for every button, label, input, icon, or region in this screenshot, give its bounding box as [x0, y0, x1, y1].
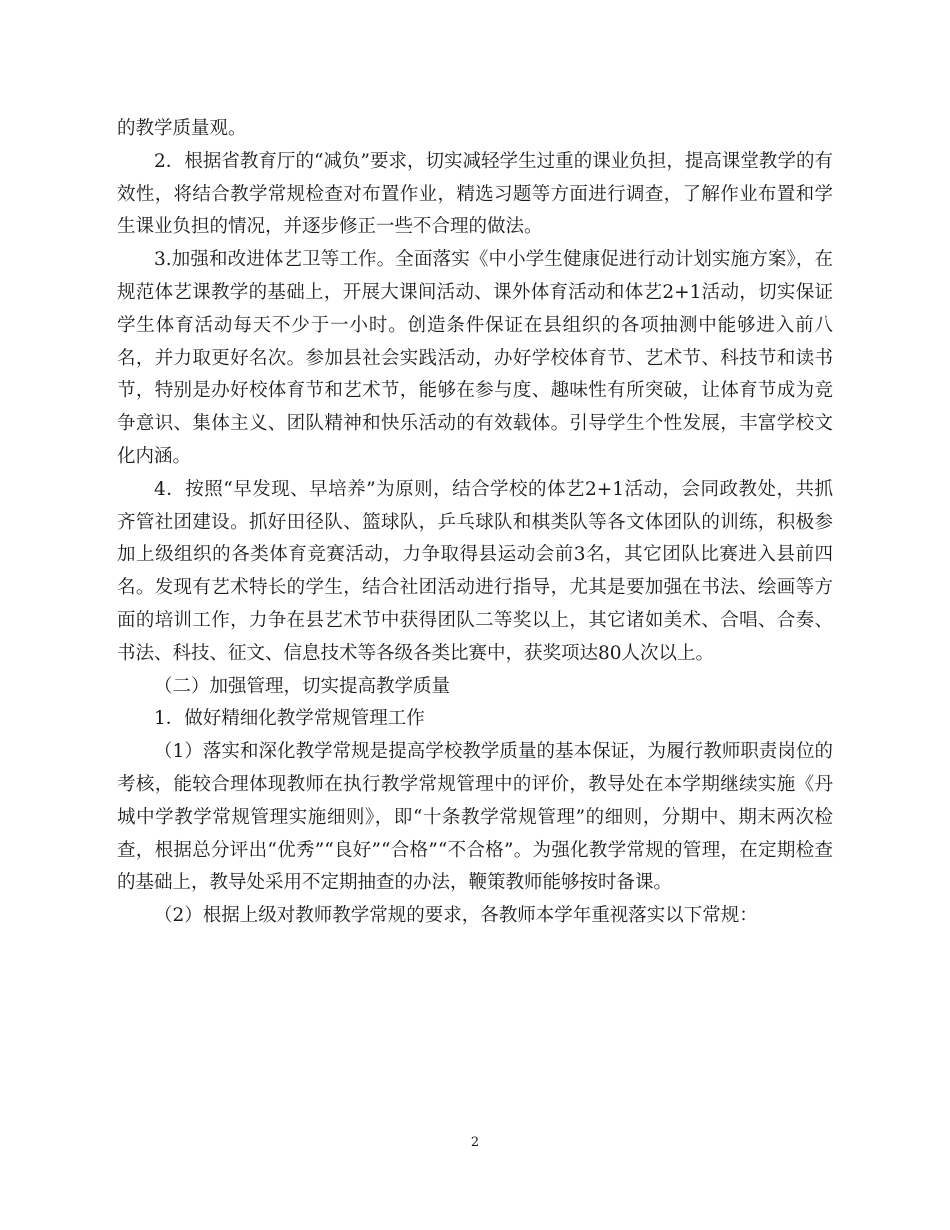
- paragraph-7: （1）落实和深化教学常规是提高学校教学质量的基本保证，为履行教师职责岗位的考核，能较合理体现教师在执行教学常规管理中的评价，教导处在本学期继续实施《丹城中学教学常规管理实施细则》，即“十条教学常规管理”的细则，分期中、期末两次检查，根据总分评出“优秀”“良好”“合格”“不合格”。为强化教学常规的管理，在定期检查的基础上，教导处采用不定期抽查的办法，鞭策教师能够按时备课。: [117, 741, 833, 894]
- page-number: 2: [470, 1135, 480, 1150]
- paragraph-8: （2）根据上级对教师教学常规的要求，各教师本学年重视落实以下常规：: [154, 905, 758, 927]
- section-heading: （二）加强管理，切实提高教学质量: [154, 675, 451, 697]
- subsection-heading: 1．做好精细化教学常规管理工作: [154, 708, 425, 730]
- paragraph-4: 4．按照“早发现、早培养”为原则，结合学校的体艺2+1活动，会同政教处，共抓齐管社团建设。抓好田径队、篮球队，乒乓球队和棋类队等各文体团队的训练，积极参加上级组织的各类体育竞赛活动，力争取得县运动会前3名，其它团队比赛进入县前四名。发现有艺术特长的学生，结合社团活动进行指导，尤其是要加强在书法、绘画等方面的培训工作，力争在县艺术节中获得团队二等奖以上，其它诸如美术、合唱、合奏、书法、科技、征文、信息技术等各级各类比赛中，获奖项达80人次以上。: [117, 478, 833, 664]
- document-body: [117, 113, 833, 933]
- paragraph-3: 3.加强和改进体艺卫等工作。全面落实《中小学生健康促进行动计划实施方案》，在规范体艺课教学的基础上，开展大课间活动、课外体育活动和体艺2+1活动，切实保证学生体育活动每天不少于一小时。创造条件保证在县组织的各项抽测中能够进入前八名，并力取更好名次。参加县社会实践活动，办好学校体育节、艺术节、科技节和读书节，特别是办好校体育节和艺术节，能够在参与度、趣味性有所突破，让体育节成为竞争意识、集体主义、团队精神和快乐活动的有效载体。引导学生个性发展，丰富学校文化内涵。: [117, 249, 833, 467]
- paragraph-1: 的教学质量观。: [117, 118, 247, 139]
- paragraph-2: 2．根据省教育厅的“减负”要求，切实减轻学生过重的课业负担，提高课堂教学的有效性，将结合教学常规检查对布置作业，精选习题等方面进行调查，了解作业布置和学生课业负担的情况，并逐步修正一些不合理的做法。: [117, 150, 833, 238]
